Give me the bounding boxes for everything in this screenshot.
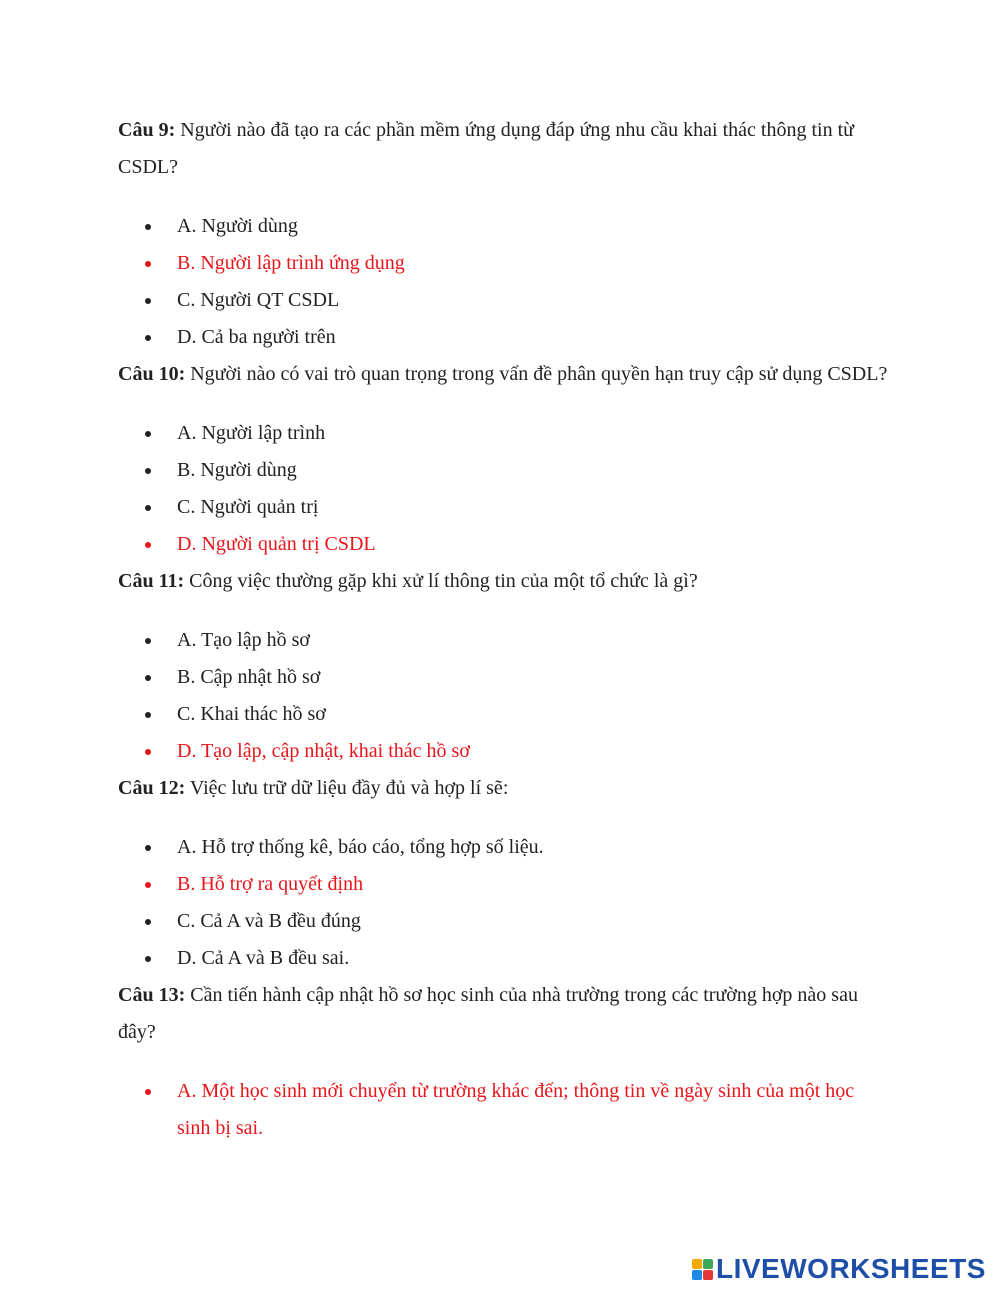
answer-option[interactable]	[118, 489, 888, 526]
answer-text: B. Người dùng	[177, 459, 297, 481]
bullet-icon	[145, 261, 151, 267]
answer-text: D. Người quản trị CSDL	[177, 533, 376, 555]
question-text	[118, 356, 888, 393]
question-11	[118, 563, 888, 770]
bullet-icon	[145, 431, 151, 437]
question-10	[118, 356, 888, 563]
bullet-icon	[145, 749, 151, 755]
answer-text: B. Hỗ trợ ra quyết định	[177, 873, 364, 895]
answer-text: D. Tạo lập, cập nhật, khai thác hồ sơ	[177, 740, 470, 762]
question-label: Câu 12:	[118, 777, 186, 799]
question-13	[118, 977, 888, 1147]
answer-option[interactable]	[118, 1073, 888, 1147]
answer-list	[118, 415, 888, 563]
answer-text: C. Người QT CSDL	[177, 289, 340, 311]
answer-list	[118, 622, 888, 770]
worksheet-page	[118, 112, 888, 1147]
bullet-icon	[145, 542, 151, 548]
answer-option[interactable]	[118, 415, 888, 452]
answer-text: A. Một học sinh mới chuyển từ trường khác đến; thông tin về ngày sinh của một học sinh bị sai.	[177, 1080, 855, 1139]
bullet-icon	[145, 1089, 151, 1095]
answer-list	[118, 1073, 888, 1147]
question-text	[118, 977, 888, 1051]
question-12	[118, 770, 888, 977]
question-text	[118, 112, 888, 186]
question-label: Câu 13:	[118, 984, 186, 1006]
bullet-icon	[145, 845, 151, 851]
question-body: Công việc thường gặp khi xử lí thông tin của một tổ chức là gì?	[184, 570, 698, 592]
answer-option[interactable]	[118, 733, 888, 770]
bullet-icon	[145, 298, 151, 304]
answer-option[interactable]	[118, 245, 888, 282]
question-body: Người nào đã tạo ra các phần mềm ứng dụng đáp ứng nhu cầu khai thác thông tin từ CSDL?	[118, 119, 854, 178]
bullet-icon	[145, 468, 151, 474]
answer-text: C. Người quản trị	[177, 496, 319, 518]
question-9	[118, 112, 888, 356]
bullet-icon	[145, 675, 151, 681]
question-label: Câu 9:	[118, 119, 176, 141]
bullet-icon	[145, 882, 151, 888]
question-text	[118, 563, 888, 600]
answer-text: D. Cả ba người trên	[177, 326, 336, 348]
answer-option[interactable]	[118, 208, 888, 245]
answer-text: A. Tạo lập hồ sơ	[177, 629, 310, 651]
answer-option[interactable]	[118, 903, 888, 940]
answer-option[interactable]	[118, 659, 888, 696]
answer-list	[118, 829, 888, 977]
bullet-icon	[145, 712, 151, 718]
answer-text: C. Cả A và B đều đúng	[177, 910, 361, 932]
answer-option[interactable]	[118, 829, 888, 866]
answer-text: A. Người dùng	[177, 215, 298, 237]
logo-text: LIVEWORKSHEETS	[716, 1253, 986, 1284]
question-body: Cần tiến hành cập nhật hồ sơ học sinh của nhà trường trong các trường hợp nào sau đây?	[118, 984, 858, 1043]
bullet-icon	[145, 956, 151, 962]
answer-option[interactable]	[118, 282, 888, 319]
answer-list	[118, 208, 888, 356]
answer-option[interactable]	[118, 696, 888, 733]
question-body: Người nào có vai trò quan trọng trong vấn đề phân quyền hạn truy cập sử dụng CSDL?	[185, 363, 888, 385]
answer-option[interactable]	[118, 866, 888, 903]
bullet-icon	[145, 919, 151, 925]
bullet-icon	[145, 638, 151, 644]
bullet-icon	[145, 224, 151, 230]
answer-text: B. Cập nhật hồ sơ	[177, 666, 321, 688]
answer-text: C. Khai thác hồ sơ	[177, 703, 326, 725]
question-label: Câu 11:	[118, 570, 185, 592]
answer-text: B. Người lập trình ứng dụng	[177, 252, 405, 274]
answer-option[interactable]	[118, 940, 888, 977]
liveworksheets-logo-icon	[692, 1259, 713, 1280]
answer-option[interactable]	[118, 622, 888, 659]
liveworksheets-logo	[692, 1254, 986, 1284]
answer-option[interactable]	[118, 526, 888, 563]
question-label: Câu 10:	[118, 363, 186, 385]
bullet-icon	[145, 505, 151, 511]
question-body: Việc lưu trữ dữ liệu đầy đủ và hợp lí sẽ:	[185, 777, 509, 799]
bullet-icon	[145, 335, 151, 341]
answer-text: A. Hỗ trợ thống kê, báo cáo, tổng hợp số liệu.	[177, 836, 544, 858]
answer-text: D. Cả A và B đều sai.	[177, 947, 350, 969]
answer-option[interactable]	[118, 319, 888, 356]
answer-text: A. Người lập trình	[177, 422, 326, 444]
answer-option[interactable]	[118, 452, 888, 489]
question-text	[118, 770, 888, 807]
